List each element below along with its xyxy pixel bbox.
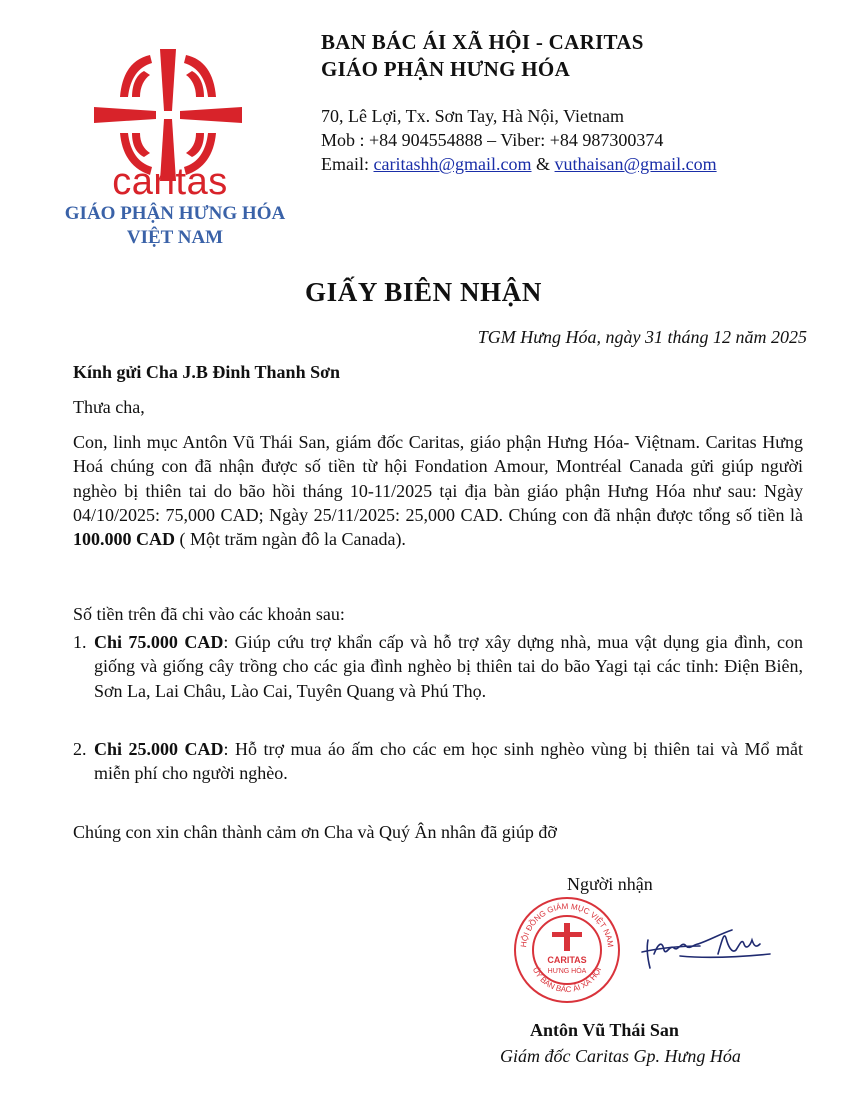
body-total-amount: 100.000 CAD (73, 529, 175, 550)
org-email-line (321, 153, 717, 175)
document-title: GIẤY BIÊN NHẬN (305, 277, 542, 307)
list-item-text: : Giúp cứu trợ khẩn cấp và hỗ trợ xây dựng nhà, mua vật dụng gia đình, con giống và giống cây trồng cho các gia đình nghèo bị thiên tai do bão Yagi tại các tỉnh: Điện Biên, Sơn La, Lai Châu, Lào Cai, Tuyên Quang và Phú Thọ. (94, 632, 803, 701)
thanks-line: Chúng con xin chân thành cảm ơn Cha và Quý Ân nhân đã giúp đỡ (73, 822, 557, 842)
email-link-caritashh[interactable]: caritashh@gmail.com (373, 154, 532, 174)
body-text-part1: Con, linh mục Antôn Vũ Thái San, giám đốc Caritas, giáo phận Hưng Hóa- Việtnam. Caritas Hưng Hoá chúng con đã nhận được số tiền từ hội Fondation Amour, Montréal Canada gửi giúp người nghèo bị thiên tai do bão hồi tháng 10-11/2025 tại địa bàn giáo phận Hưng Hóa như sau: Ngày 04/10/2025: 75,000 CAD; Ngày 25/11/2025: 25,000 CAD. Chúng con đã nhận được tổng số tiền là (73, 432, 803, 525)
stamp-outer-text: HỘI ĐỒNG GIÁM MỤC VIỆT NAM (519, 901, 615, 948)
org-name-line1: BAN BÁC ÁI XÃ HỘI - CARITAS (321, 30, 644, 54)
list-item-number: 2. (73, 739, 87, 759)
list-item-amount: Chi 75.000 CAD (94, 632, 224, 652)
stamp-center-line2: HƯNG HÓA (547, 968, 587, 975)
body-text-part2: ( Một trăm ngàn đô la Canada). (175, 529, 406, 550)
logo-subtitle-country: VIỆT NAM (126, 227, 224, 248)
list-item-amount: Chi 25.000 CAD (94, 739, 224, 759)
org-phones: Mob : +84 904554888 – Viber: +84 987300374 (321, 130, 664, 150)
spending-intro: Số tiền trên đã chi vào các khoản sau: (73, 604, 345, 624)
official-stamp-icon (512, 895, 622, 1005)
logo-subtitle-diocese: GIÁO PHẬN HƯNG HÓA (64, 203, 286, 224)
receiver-label: Người nhận (567, 874, 653, 894)
signer-title: Giám đốc Caritas Gp. Hưng Hóa (500, 1046, 741, 1066)
handwritten-signature-icon (640, 910, 780, 970)
dateline: TGM Hưng Hóa, ngày 31 tháng 12 năm 2025 (477, 327, 807, 347)
logo-wordmark: caritas (112, 161, 228, 203)
list-item (73, 737, 803, 786)
stamp-center-line1: CARITAS (547, 955, 587, 965)
body-paragraph (73, 430, 803, 551)
org-address: 70, Lê Lợi, Tx. Sơn Tay, Hà Nội, Vietnam (321, 106, 624, 126)
email-label: Email: (321, 154, 369, 174)
list-item-text: : Hỗ trợ mua áo ấm cho các em học sinh nghèo vùng bị thiên tai và Mổ mắt miễn phí cho người nghèo. (94, 739, 803, 784)
list-item-number: 1. (73, 632, 87, 652)
email-separator: & (536, 154, 551, 174)
org-name-line2: GIÁO PHẬN HƯNG HÓA (321, 57, 571, 81)
email-link-vuthaisan[interactable]: vuthaisan@gmail.com (554, 154, 717, 174)
list-item (73, 630, 803, 703)
signer-name: Antôn Vũ Thái San (530, 1020, 679, 1040)
recipient-line: Kính gửi Cha J.B Đinh Thanh Sơn (73, 362, 341, 382)
salutation: Thưa cha, (73, 397, 145, 417)
stamp-bottom-text: ỦY BAN BÁC ÁI XÃ HỘI (530, 965, 604, 995)
